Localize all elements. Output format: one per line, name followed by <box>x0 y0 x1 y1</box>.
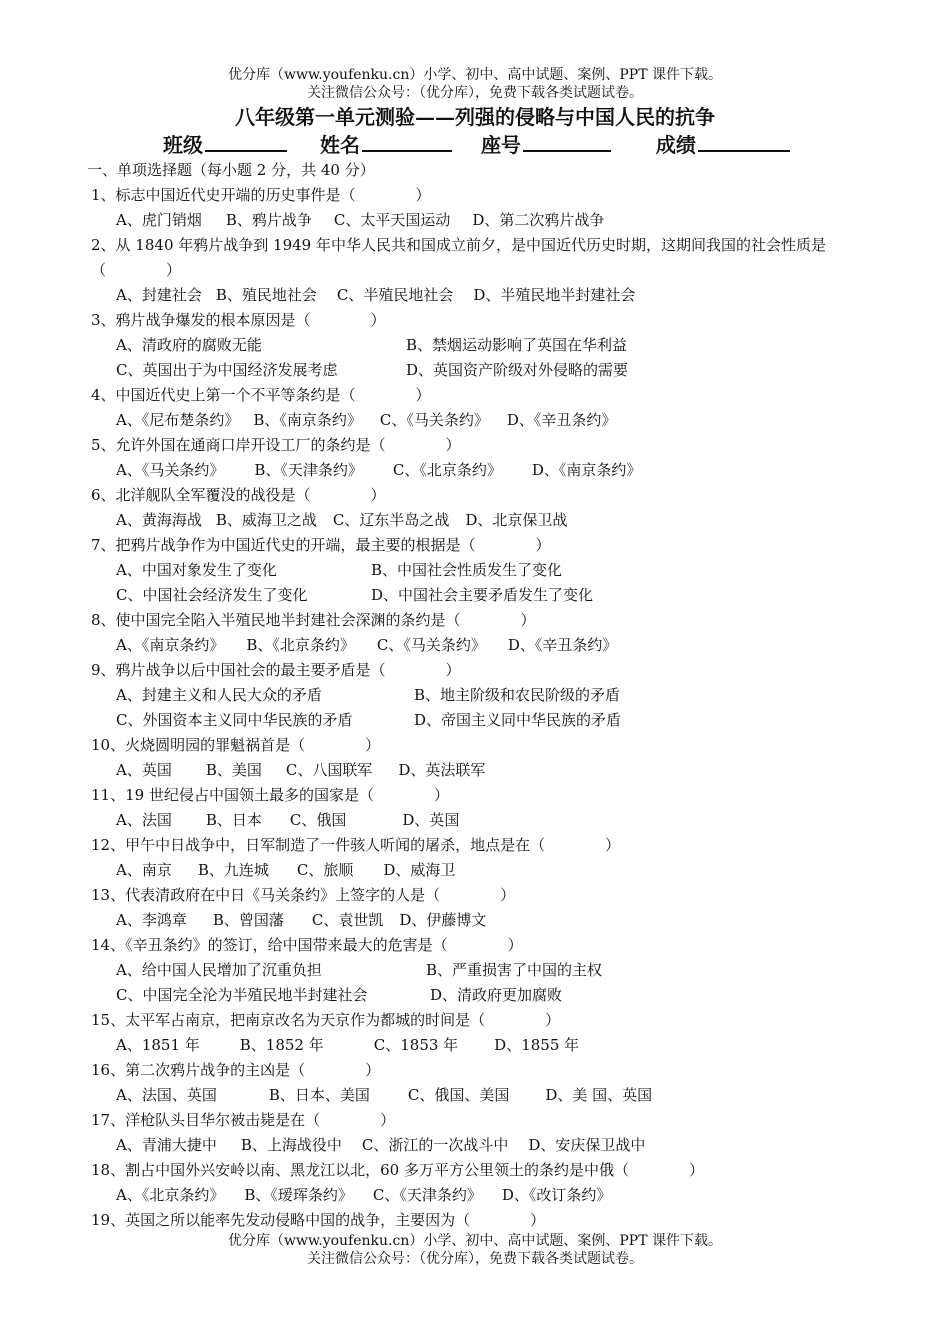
option-a[interactable]: A、李鸿章 <box>116 911 187 929</box>
option-b[interactable]: B、地主阶级和农民阶级的矛盾 <box>414 686 621 704</box>
option-c[interactable]: C、《马关条约》 <box>376 636 486 654</box>
header-line-2: 关注微信公众号：（优分库），免费下载各类试题试卷。 <box>307 85 643 101</box>
question-6-options <box>91 508 871 533</box>
question-15: 15、太平军占南京，把南京改名为天京作为都城的时间是（ ） <box>91 1011 561 1029</box>
option-d[interactable]: D、中国社会主要矛盾发生了变化 <box>371 586 594 604</box>
footer-line-1: 优分库（www.youfenku.cn）小学、初中、高中试题、案例、PPT 课件下载。 <box>227 1233 722 1249</box>
option-b[interactable]: B、九连城 <box>197 861 269 879</box>
option-c[interactable]: C、俄国、美国 <box>407 1086 510 1104</box>
option-b[interactable]: B、威海卫之战 <box>215 511 317 529</box>
option-b[interactable]: B、曾国藩 <box>212 911 284 929</box>
option-d[interactable]: D、清政府更加腐败 <box>430 986 563 1004</box>
question-6: 6、北洋舰队全军覆没的战役是（ ） <box>91 486 386 504</box>
score-blank[interactable] <box>698 130 790 152</box>
exam-title: 八年级第一单元测验——列强的侵略与中国人民的抗争 <box>235 105 715 129</box>
option-b[interactable]: B、日本、美国 <box>268 1086 370 1104</box>
question-11: 11、19 世纪侵占中国领土最多的国家是（ ） <box>91 786 449 804</box>
question-2-options <box>91 283 871 308</box>
option-c[interactable]: C、外国资本主义同中华民族的矛盾 <box>116 711 353 729</box>
option-c[interactable]: C、1853 年 <box>373 1036 459 1054</box>
question-12: 12、甲午中日战争中，日军制造了一件骇人听闻的屠杀，地点是在（ ） <box>91 836 621 854</box>
option-d[interactable]: D、英国资产阶级对外侵略的需要 <box>406 361 629 379</box>
question-4: 4、中国近代史上第一个不平等条约是（ ） <box>91 386 431 404</box>
option-a[interactable]: A、虎门销烟 <box>116 211 202 229</box>
footer-line-2: 关注微信公众号：（优分库），免费下载各类试题试卷。 <box>307 1251 643 1267</box>
question-1: 1、标志中国近代史开端的历史事件是（ ） <box>91 186 431 204</box>
question-13-options <box>91 908 871 933</box>
option-b[interactable]: B、殖民地社会 <box>215 286 317 304</box>
option-d[interactable]: D、安庆保卫战中 <box>528 1136 646 1154</box>
question-7: 7、把鸦片战争作为中国近代史的开端，最主要的根据是（ ） <box>91 536 551 554</box>
option-a[interactable]: A、《北京条约》 <box>116 1186 225 1204</box>
question-7-options-row2 <box>91 583 871 608</box>
option-c[interactable]: C、八国联军 <box>285 761 373 779</box>
question-8: 8、使中国完全陷入半殖民地半封建社会深渊的条约是（ ） <box>91 611 536 629</box>
option-a[interactable]: A、封建主义和人民大众的矛盾 <box>116 686 322 704</box>
option-b[interactable]: B、美国 <box>205 761 262 779</box>
option-d[interactable]: D、北京保卫战 <box>465 511 568 529</box>
option-d[interactable]: D、1855 年 <box>494 1036 580 1054</box>
option-a[interactable]: A、南京 <box>116 861 172 879</box>
question-10-options <box>91 758 871 783</box>
option-d[interactable]: D、威海卫 <box>383 861 456 879</box>
class-blank[interactable] <box>205 130 287 152</box>
question-17: 17、洋枪队头目华尔被击毙是在（ ） <box>91 1111 396 1129</box>
question-8-options <box>91 633 871 658</box>
seat-blank[interactable] <box>523 130 611 152</box>
option-b[interactable]: B、1852 年 <box>239 1036 324 1054</box>
option-a[interactable]: A、1851 年 <box>116 1036 200 1054</box>
option-a[interactable]: A、《尼布楚条约》 <box>116 411 240 429</box>
option-c[interactable]: C、半殖民地社会 <box>336 286 454 304</box>
option-b[interactable]: B、《北京条约》 <box>246 636 355 654</box>
question-13: 13、代表清政府在中日《马关条约》上签字的人是（ ） <box>91 886 516 904</box>
name-blank[interactable] <box>362 130 452 152</box>
section-heading: 一、单项选择题（每小题 2 分，共 40 分） <box>87 161 375 179</box>
option-c[interactable]: C、《马关条约》 <box>379 411 489 429</box>
option-d[interactable]: D、《辛丑条约》 <box>506 411 617 429</box>
option-c[interactable]: C、中国社会经济发生了变化 <box>116 586 308 604</box>
option-a[interactable]: A、青浦大捷中 <box>116 1136 217 1154</box>
option-b[interactable]: B、《南京条约》 <box>253 411 362 429</box>
question-3: 3、鸦片战争爆发的根本原因是（ ） <box>91 311 386 329</box>
option-c[interactable]: C、辽东半岛之战 <box>332 511 450 529</box>
question-14: 14、《辛丑条约》的签订，给中国带来最大的危害是（ ） <box>91 936 523 954</box>
question-9-options-row2 <box>91 708 871 733</box>
option-a[interactable]: A、《马关条约》 <box>116 461 225 479</box>
option-c[interactable]: C、袁世凯 <box>311 911 384 929</box>
option-d[interactable]: D、帝国主义同中华民族的矛盾 <box>414 711 622 729</box>
option-d[interactable]: D、《南京条约》 <box>531 461 642 479</box>
option-b[interactable]: B、中国社会性质发生了变化 <box>371 561 563 579</box>
question-5: 5、允许外国在通商口岸开设工厂的条约是（ ） <box>91 436 461 454</box>
question-2: 2、从 1840 年鸦片战争到 1949 年中华人民共和国成立前夕，是中国近代历史时期，这期间我国的社会性质是（ ） <box>91 236 826 279</box>
option-a[interactable]: A、封建社会 <box>116 286 202 304</box>
question-14-options-row1 <box>91 958 871 983</box>
option-a[interactable]: A、黄海海战 <box>116 511 202 529</box>
option-d[interactable]: D、英国 <box>402 811 460 829</box>
question-17-options <box>91 1133 871 1158</box>
option-c[interactable]: C、太平天国运动 <box>333 211 451 229</box>
option-b[interactable]: B、日本 <box>205 811 262 829</box>
question-18: 18、割占中国外兴安岭以南、黑龙江以北，60 多万平方公里领土的条约是中俄（ ） <box>91 1161 704 1179</box>
question-7-options-row1 <box>91 558 871 583</box>
option-a[interactable]: A、清政府的腐败无能 <box>116 336 262 354</box>
option-b[interactable]: B、《天津条约》 <box>254 461 363 479</box>
option-d[interactable]: D、《辛丑条约》 <box>507 636 618 654</box>
option-d[interactable]: D、美 国、英国 <box>545 1086 653 1104</box>
option-b[interactable]: B、严重损害了中国的主权 <box>426 961 603 979</box>
option-d[interactable]: D、英法联军 <box>398 761 486 779</box>
question-5-options <box>91 458 871 483</box>
option-c[interactable]: C、浙江的一次战斗中 <box>361 1136 509 1154</box>
question-9: 9、鸦片战争以后中国社会的最主要矛盾是（ ） <box>91 661 461 679</box>
option-b[interactable]: B、《瑷珲条约》 <box>244 1186 353 1204</box>
seat-label: 座号 <box>480 133 521 157</box>
question-18-options <box>91 1183 871 1208</box>
option-a[interactable]: A、英国 <box>116 761 172 779</box>
question-11-options <box>91 808 871 833</box>
option-a[interactable]: A、《南京条约》 <box>116 636 225 654</box>
option-a[interactable]: A、中国对象发生了变化 <box>116 561 277 579</box>
option-c[interactable]: C、《天津条约》 <box>372 1186 482 1204</box>
option-a[interactable]: A、法国 <box>116 811 172 829</box>
option-d[interactable]: D、伊藤博文 <box>399 911 487 929</box>
option-d[interactable]: D、第二次鸦片战争 <box>472 211 605 229</box>
option-d[interactable]: D、半殖民地半封建社会 <box>473 286 636 304</box>
option-c[interactable]: C、《北京条约》 <box>392 461 502 479</box>
question-1-options <box>91 208 871 233</box>
score-label: 成绩 <box>655 133 696 157</box>
question-15-options <box>91 1033 871 1058</box>
question-3-options-row2 <box>91 358 871 383</box>
question-12-options <box>91 858 871 883</box>
option-b[interactable]: B、上海战役中 <box>240 1136 342 1154</box>
questions-area <box>87 158 871 1233</box>
question-9-options-row1 <box>91 683 871 708</box>
question-19: 19、英国之所以能率先发动侵略中国的战争，主要因为（ ） <box>91 1211 546 1229</box>
option-a[interactable]: A、法国、英国 <box>116 1086 217 1104</box>
question-16-options <box>91 1083 871 1108</box>
option-b[interactable]: B、禁烟运动影响了英国在华利益 <box>406 336 628 354</box>
question-3-options-row1 <box>91 333 871 358</box>
option-d[interactable]: D、《改订条约》 <box>501 1186 612 1204</box>
option-c[interactable]: C、俄国 <box>289 811 347 829</box>
question-4-options <box>91 408 871 433</box>
question-14-options-row2 <box>91 983 871 1008</box>
header-line-1: 优分库（www.youfenku.cn）小学、初中、高中试题、案例、PPT 课件下载。 <box>227 67 722 83</box>
class-label: 班级 <box>163 133 203 157</box>
option-a[interactable]: A、给中国人民增加了沉重负担 <box>116 961 322 979</box>
option-b[interactable]: B、鸦片战争 <box>225 211 312 229</box>
option-c[interactable]: C、旅顺 <box>296 861 354 879</box>
option-c[interactable]: C、英国出于为中国经济发展考虑 <box>116 361 338 379</box>
student-info-row <box>163 130 790 158</box>
option-c[interactable]: C、中国完全沦为半殖民地半封建社会 <box>116 986 368 1004</box>
question-10: 10、火烧圆明园的罪魁祸首是（ ） <box>91 736 381 754</box>
question-16: 16、第二次鸦片战争的主凶是（ ） <box>91 1061 381 1079</box>
name-label: 姓名 <box>319 133 360 157</box>
